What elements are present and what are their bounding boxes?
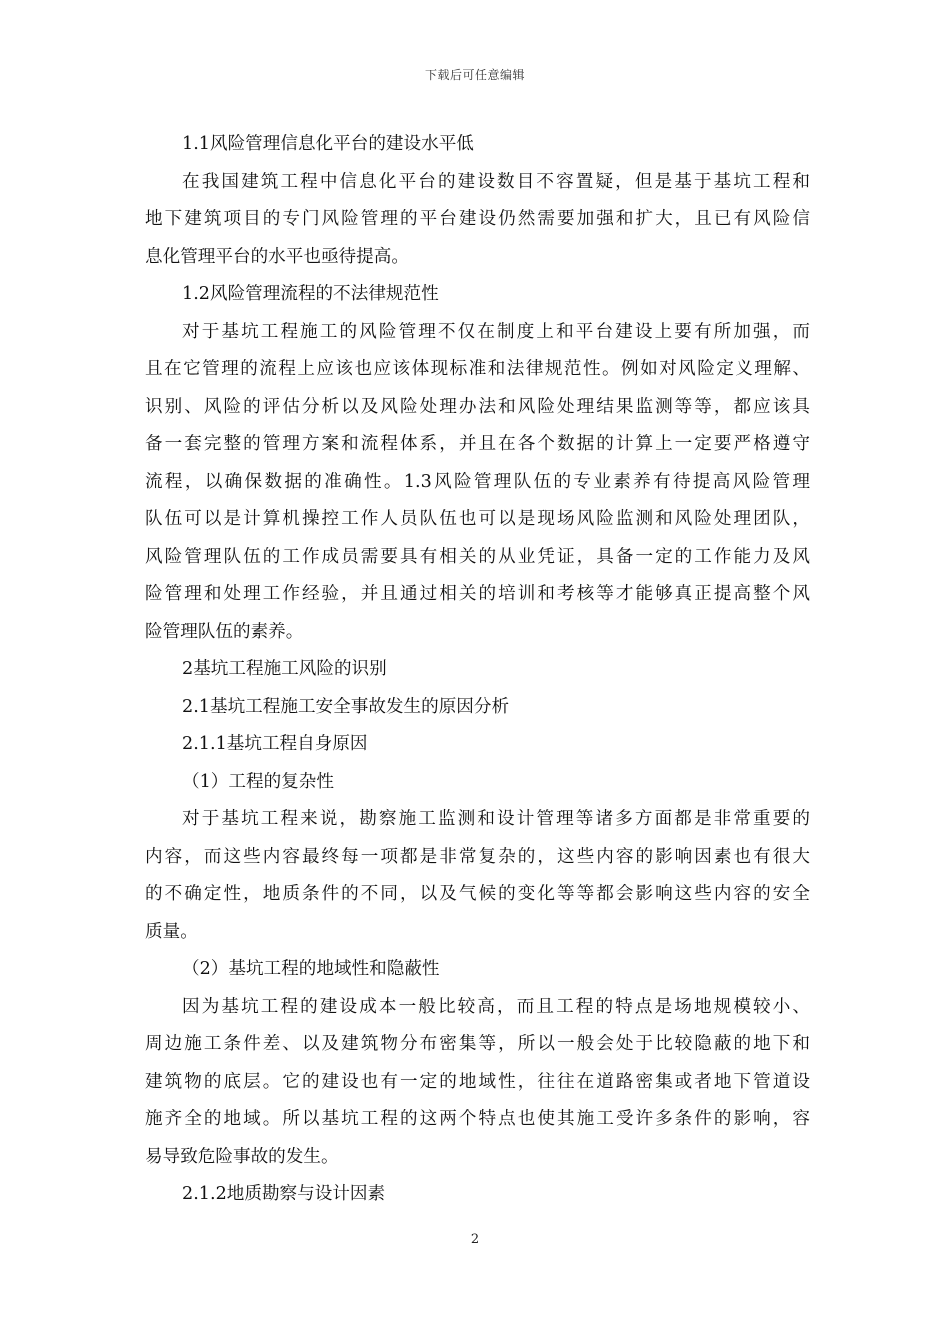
text-line: 因为基坑工程的建设成本一般比较高，而且工程的特点是场地规模较小、 <box>182 996 810 1017</box>
text-line: 周边施工条件差、以及建筑物分布密集等，所以一般会处于比较隐蔽的地下和 <box>145 1034 810 1054</box>
page-header: 下载后可任意编辑 <box>424 68 525 82</box>
text-line: 内容，而这些内容最终每一项都是非常复杂的，这些内容的影响因素也有很大 <box>145 846 810 867</box>
text-line: 流程，以确保数据的准确性。1.3风险管理队伍的专业素养有待提高风险管理 <box>145 471 810 492</box>
text-line: 1.2风险管理流程的不法律规范性 <box>182 284 439 304</box>
text-line: 2.1.1基坑工程自身原因 <box>182 734 368 754</box>
text-line: 队伍可以是计算机操控工作人员队伍也可以是现场风险监测和风险处理团队， <box>145 509 810 529</box>
text-line: 易导致危险事故的发生。 <box>145 1146 339 1167</box>
text-line: 2.1基坑工程施工安全事故发生的原因分析 <box>182 696 510 717</box>
text-line: 2基坑工程施工风险的识别 <box>182 659 387 679</box>
text-line: 备一套完整的管理方案和流程体系，并且在各个数据的计算上一定要严格遵守 <box>145 434 810 454</box>
body-text <box>145 126 810 1214</box>
text-line: 险管理队伍的素养。 <box>145 621 304 642</box>
text-line: 地下建筑项目的专门风险管理的平台建设仍然需要加强和扩大，且已有风险信 <box>145 209 810 229</box>
text-line: 质量。 <box>145 921 198 942</box>
text-line: 1.1风险管理信息化平台的建设水平低 <box>182 134 474 154</box>
text-line: 且在它管理的流程上应该也应该体现标准和法律规范性。例如对风险定义理解、 <box>145 359 810 379</box>
text-line: （1）工程的复杂性 <box>182 771 334 792</box>
text-line: 施齐全的地域。所以基坑工程的这两个特点也使其施工受许多条件的影响，容 <box>145 1109 810 1129</box>
text-line: 风险管理队伍的工作成员需要具有相关的从业凭证，具备一定的工作能力及风 <box>145 546 810 567</box>
text-line: 识别、风险的评估分析以及风险处理办法和风险处理结果监测等等，都应该具 <box>145 396 810 417</box>
text-line: 对于基坑工程来说，勘察施工监测和设计管理等诸多方面都是非常重要的 <box>182 809 810 829</box>
text-line: （2）基坑工程的地域性和隐蔽性 <box>182 959 440 979</box>
text-line: 的不确定性，地质条件的不同，以及气候的变化等等都会影响这些内容的安全 <box>145 884 810 904</box>
page-number: 2 <box>470 1232 480 1247</box>
text-line: 建筑物的底层。它的建设也有一定的地域性，往往在道路密集或者地下管道设 <box>145 1071 810 1092</box>
text-line: 在我国建筑工程中信息化平台的建设数目不容置疑，但是基于基坑工程和 <box>182 171 810 192</box>
text-line: 险管理和处理工作经验，并且通过相关的培训和考核等才能够真正提高整个风 <box>145 584 810 604</box>
text-line: 2.1.2地质勘察与设计因素 <box>182 1184 386 1204</box>
text-line: 对于基坑工程施工的风险管理不仅在制度上和平台建设上要有所加强，而 <box>182 321 810 342</box>
text-line: 息化管理平台的水平也亟待提高。 <box>145 246 409 267</box>
